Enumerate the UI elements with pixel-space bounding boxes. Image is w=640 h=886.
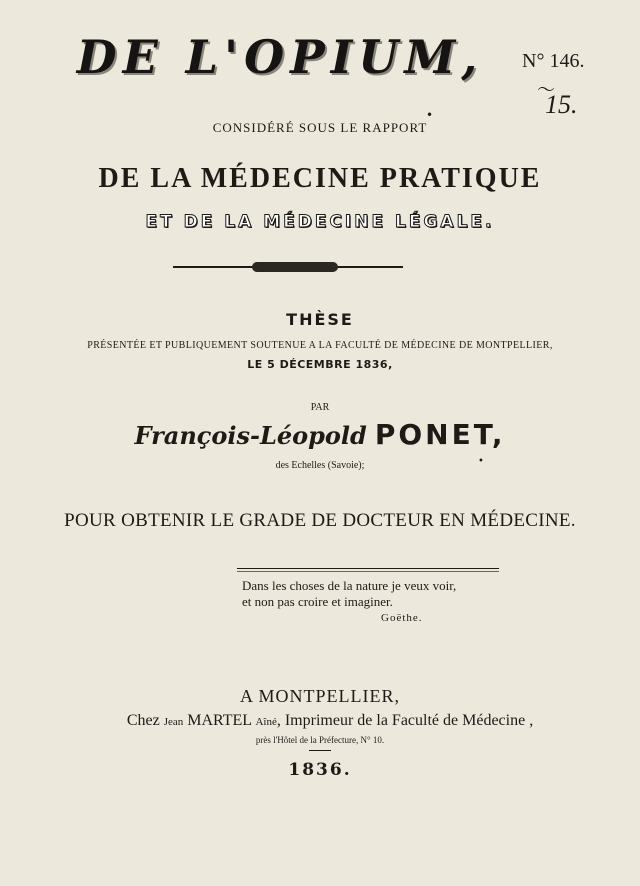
author-origin: des Echelles (Savoie);	[275, 460, 365, 471]
printer-first-name: Jean	[163, 716, 184, 728]
presentation-line: PRÉSENTÉE ET PUBLIQUEMENT SOUTENUE A LA FACULTÉ DE MÉDECINE DE MONTPELLIER,	[87, 340, 553, 351]
imprint-printer	[60, 712, 600, 730]
epigraph-attribution: Goëthe.	[381, 612, 423, 624]
author-surname: PONET,	[374, 418, 506, 451]
printer-last-name: MARTEL	[187, 712, 252, 729]
main-title: DE L'OPIUM,	[76, 30, 484, 84]
imprint-address: près l'Hôtel de la Préfecture, N° 10.	[255, 735, 385, 745]
year-rule	[309, 750, 331, 751]
dot-mark-icon: •	[478, 456, 484, 467]
author-given-names: François-Léopold	[134, 421, 367, 450]
subtitle-considere: CONSIDÉRÉ SOUS LE RAPPORT	[212, 120, 428, 135]
flourish-icon: 〜	[537, 80, 555, 101]
thesis-label: THÈSE	[286, 310, 354, 329]
by-label: PAR	[310, 402, 330, 413]
epigraph	[242, 578, 456, 610]
epigraph-rule	[237, 568, 499, 569]
subtitle-medecine-pratique: DE LA MÉDECINE PRATIQUE	[98, 163, 542, 194]
handwritten-note: 15.	[545, 90, 578, 119]
defense-date: LE 5 DÉCEMBRE 1836,	[247, 358, 393, 371]
printer-role: , Imprimeur de la Faculté de Médecine ,	[276, 712, 534, 729]
publication-year: 1836.	[288, 760, 352, 780]
author-name	[0, 418, 640, 451]
imprint-city: A MONTPELLIER,	[240, 686, 400, 706]
epigraph-line-1: Dans les choses de la nature je veux voir,	[242, 578, 457, 593]
subtitle-medecine-legale: ET DE LA MÉDECINE LÉGALE.	[145, 212, 495, 232]
catalog-number: N° 146.	[522, 50, 585, 72]
epigraph-line-2: et non pas croire et imaginer.	[242, 594, 393, 609]
degree-purpose: POUR OBTENIR LE GRADE DE DOCTEUR EN MÉDECINE.	[64, 510, 576, 531]
dot-mark-icon: •	[426, 108, 434, 122]
epigraph-rule-thin	[237, 571, 499, 572]
chez-label: Chez	[126, 712, 160, 729]
ornament-icon	[252, 262, 338, 272]
printer-aine: Aîné	[255, 716, 277, 728]
